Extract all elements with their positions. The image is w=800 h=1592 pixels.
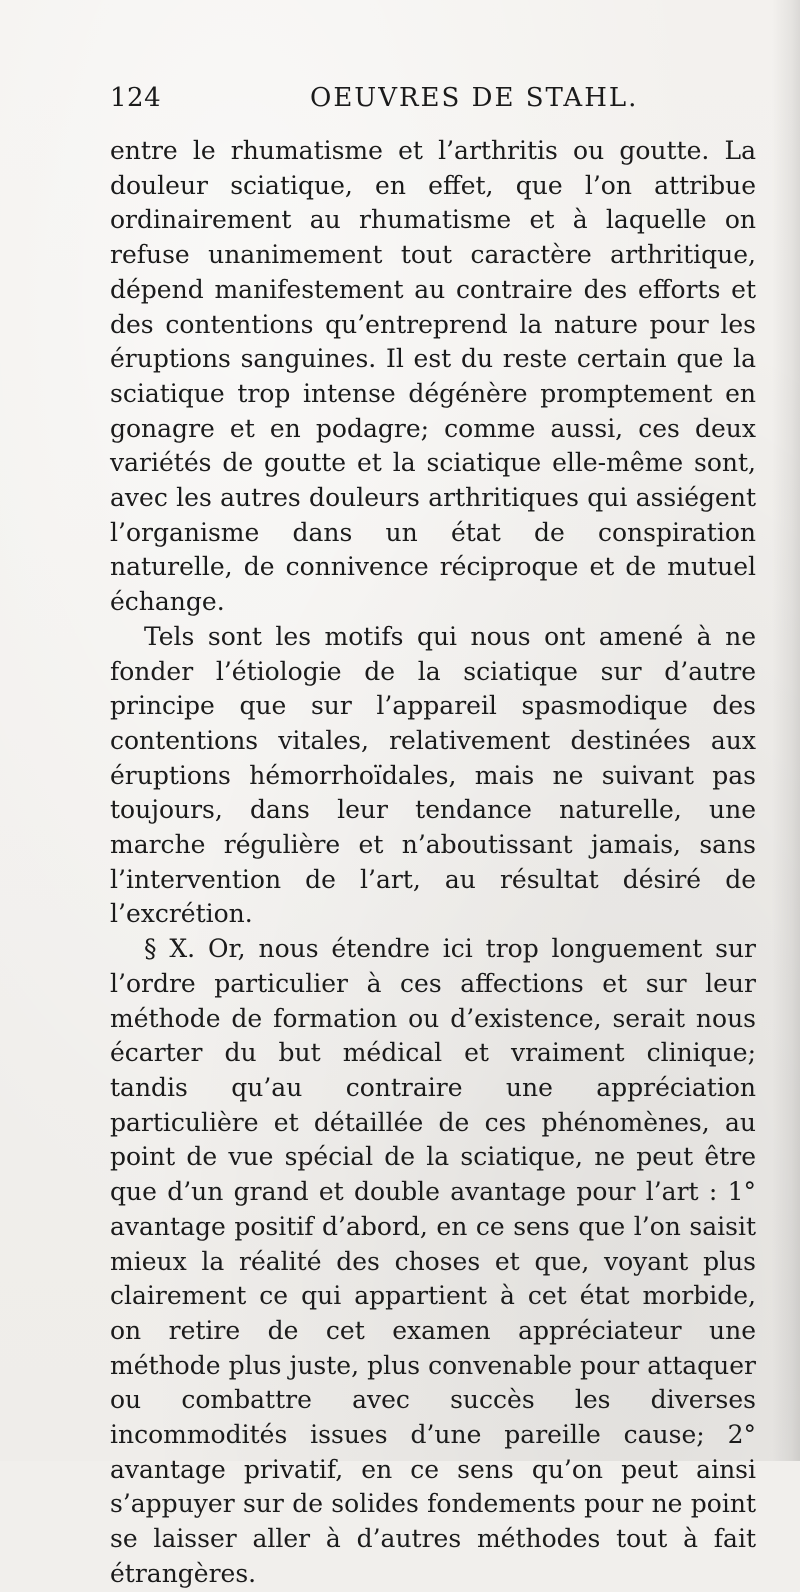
paragraph-motifs: Tels sont les motifs qui nous ont amené à ne fonder l’étiologie de la sciatique sur d’autre principe que sur l’appareil spasmodique des contentions vitales, relativement destinées aux éruptions hémorrhoïdales, mais ne suivant pas toujours, dans leur tendance naturelle, une marche régulière et n’aboutissant jamais, sans l’intervention de l’art, au résultat désiré de l’excrétion. <box>110 621 756 929</box>
body-text <box>110 134 756 1592</box>
page-edge-shadow <box>772 0 800 1461</box>
running-head <box>110 78 750 118</box>
paragraph-section-x: § X. Or, nous étendre ici trop longuement sur l’ordre particulier à ces affections et sur leur méthode de formation ou d’existence, serait nous écarter du but médical et vraiment clinique; tandis qu’au contraire une appréciation particulière et détaillée de ces phénomènes, au point de vue spécial de la sciatique, ne peut être que d’un grand et double avantage pour l’art : 1° avantage positif d’abord, en ce sens que l’on saisit mieux la réalité des choses et que, voyant plus clairement ce qui appartient à cet état morbide, on retire de cet examen appréciateur une méthode plus juste, plus convenable pour attaquer ou combattre avec succès les diverses incommodités issues d’une pareille cause; 2° avantage privatif, en ce sens qu’on peut ainsi s’appuyer sur de solides fondements pour ne point se laisser aller à d’autres méthodes tout à fait étrangères. <box>110 934 756 1588</box>
paragraph-continuation: entre le rhumatisme et l’arthritis ou goutte. La douleur sciatique, en effet, que l’on attribue ordinairement au rhumatisme et à laquelle on refuse unanimement tout caractère arthritique, dépend manifestement au contraire des efforts et des contentions qu’entreprend la nature pour les éruptions sanguines. Il est du reste certain que la sciatique trop intense dégénère promptement en gonagre et en podagre; comme aussi, ces deux variétés de goutte et la sciatique elle-même sont, avec les autres douleurs arthritiques qui assiégent l’organisme dans un état de conspiration naturelle, de connivence réciproque et de mutuel échange. <box>110 136 756 617</box>
book-title: OEUVRES DE STAHL. <box>310 83 639 113</box>
page-number: 124 <box>110 83 162 113</box>
